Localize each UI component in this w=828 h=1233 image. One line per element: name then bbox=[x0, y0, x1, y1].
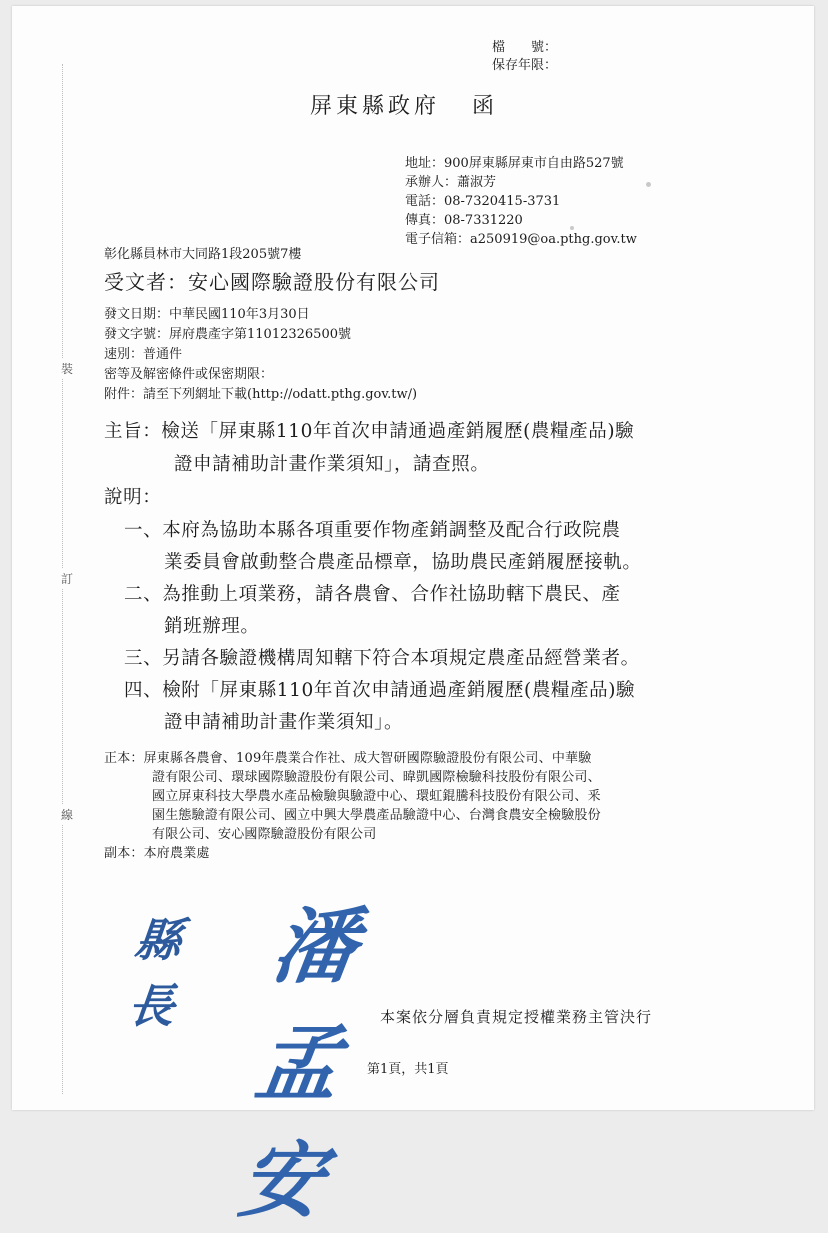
signature-title: 縣長 bbox=[125, 913, 186, 1033]
signature-name: 潘孟安 bbox=[233, 899, 379, 1229]
original-recipients-line-2: 證有限公司、環球國際驗證股份有限公司、暐凱國際檢驗科技股份有限公司、 bbox=[152, 770, 601, 785]
scan-speck bbox=[570, 226, 574, 230]
copy-recipients: 副本：本府農業處 bbox=[104, 846, 210, 861]
agency-title: 屏東縣政府 bbox=[310, 94, 441, 119]
original-recipients-line-3: 國立屏東科技大學農水產品檢驗與驗證中心、環虹錕騰科技股份有限公司、釆 bbox=[152, 789, 601, 804]
document-page bbox=[12, 6, 814, 1229]
explanation-item-4-line-2: 證申請補助計畫作業須知」。 bbox=[164, 712, 404, 733]
subject-line-2: 證申請補助計畫作業須知」，請查照。 bbox=[174, 454, 490, 475]
explanation-item-3-line-1: 三、另請各驗證機構周知轄下符合本項規定農產品經營業者。 bbox=[124, 648, 640, 669]
recipient-name: 受文者：安心國際驗證股份有限公司 bbox=[104, 270, 440, 294]
sender-address: 地址：900屏東縣屏東市自由路527號 bbox=[405, 156, 624, 171]
page-number: 第1頁，共1頁 bbox=[367, 1062, 449, 1077]
document-number: 發文字號：屏府農產字第11012326500號 bbox=[104, 327, 351, 342]
document-type: 函 bbox=[472, 94, 499, 119]
retention-period-label: 保存年限： bbox=[492, 58, 558, 73]
recipient-address: 彰化縣員林市大同路1段205號7樓 bbox=[104, 247, 302, 262]
explanation-item-1-line-2: 業委員會啟動整合農產品標章，協助農民產銷履歷接軌。 bbox=[164, 552, 642, 573]
email-address: 電子信箱：a250919@oa.pthg.gov.tw bbox=[405, 232, 637, 247]
explanation-item-2-line-2: 銷班辦理。 bbox=[164, 616, 260, 637]
file-number-label: 檔 號： bbox=[492, 40, 558, 55]
explanation-item-1-line-1: 一、本府為協助本縣各項重要作物產銷調整及配合行政院農 bbox=[124, 520, 621, 541]
explanation-item-4-line-1: 四、檢附「屏東縣110年首次申請通過產銷履歷(農糧產品)驗 bbox=[124, 680, 636, 701]
original-recipients-line-1: 正本：屏東縣各農會、109年農業合作社、成大智研國際驗證股份有限公司、中華驗 bbox=[104, 751, 592, 766]
explanation-item-2-line-1: 二、為推動上項業務，請各農會、合作社協助轄下農民、產 bbox=[124, 584, 621, 605]
delegation-note: 本案依分層負責規定授權業務主管決行 bbox=[380, 1008, 653, 1026]
binding-mark-top: 裝 bbox=[60, 358, 74, 379]
delivery-speed: 速別：普通件 bbox=[104, 347, 183, 362]
binding-mark-middle: 訂 bbox=[60, 568, 74, 589]
fax-number: 傳真：08-7331220 bbox=[405, 213, 523, 228]
case-officer: 承辦人：蕭淑芳 bbox=[405, 175, 497, 190]
scan-speck bbox=[646, 182, 651, 187]
secrecy-level: 密等及解密條件或保密期限： bbox=[104, 367, 274, 382]
binding-mark-bottom: 線 bbox=[60, 804, 74, 825]
original-recipients-line-4: 園生態驗證有限公司、國立中興大學農產品驗證中心、台灣食農安全檢驗股份 bbox=[152, 808, 601, 823]
explanation-heading: 說明： bbox=[104, 487, 162, 508]
attachment-note: 附件：請至下列網址下載(http://odatt.pthg.gov.tw/) bbox=[104, 387, 418, 402]
original-recipients-line-5: 有限公司、安心國際驗證股份有限公司 bbox=[152, 827, 377, 842]
subject-line-1: 主旨：檢送「屏東縣110年首次申請通過產銷履歷(農糧產品)驗 bbox=[104, 421, 635, 442]
issue-date: 發文日期：中華民國110年3月30日 bbox=[104, 307, 310, 322]
phone-number: 電話：08-7320415-3731 bbox=[405, 194, 561, 209]
